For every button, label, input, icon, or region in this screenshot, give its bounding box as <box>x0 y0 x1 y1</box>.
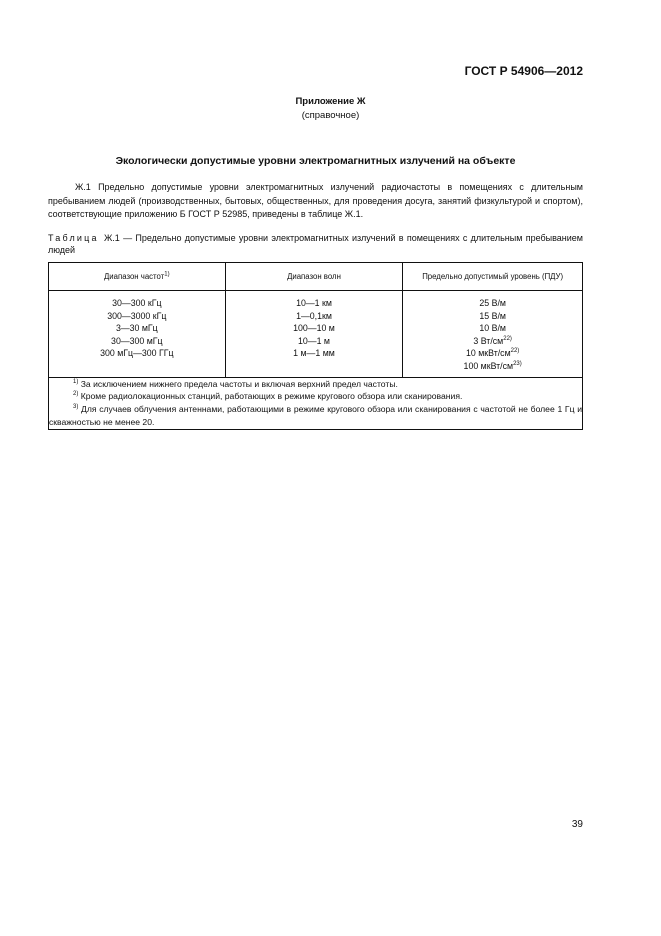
limits-table <box>48 262 583 430</box>
page-number: 39 <box>571 819 583 830</box>
limit-cell <box>403 335 582 348</box>
footnote-text: Для случаев облучения антеннами, работающими в режиме кругового обзора или сканирования с частотой не более 1 Гц и скважностью не менее 20. <box>49 404 582 427</box>
limit-footnote-mark: 2) <box>506 335 512 342</box>
footnote-text: За исключением нижнего предела частоты и включая верхний предел частоты. <box>80 378 398 389</box>
footnote <box>49 390 582 403</box>
section-title: Экологически допустимые уровни электромагнитных излучений на объекте <box>115 155 516 167</box>
wave-range-cell: 1 м—1 мм <box>293 348 335 359</box>
limit-cell <box>403 347 582 360</box>
limit-value: 100 мкВт/см <box>463 360 514 371</box>
limit-cell <box>403 360 582 373</box>
wave-range-cell: 10—1 м <box>298 335 330 346</box>
frequency-range-cell: 30—300 кГц <box>112 298 162 308</box>
footnotes-cell <box>49 377 583 429</box>
footnote-text: Кроме радиолокационных станций, работающих в режиме кругового обзора или сканирования. <box>80 391 463 402</box>
limit-cell <box>403 297 582 310</box>
footnote <box>49 378 582 391</box>
table-footnote-row <box>49 377 583 429</box>
frequency-range-cell: 300 мГц—300 ГГц <box>100 348 174 359</box>
header-frequency-range <box>49 263 226 291</box>
header-wave-range: Диапазон волн <box>225 263 403 291</box>
footnote-mark: 3) <box>73 404 79 411</box>
footnote-mark: 1) <box>73 378 79 385</box>
limit-cell <box>403 322 582 335</box>
limit-value: 25 В/м <box>479 298 506 308</box>
limit-value: 3 Вт/см <box>473 335 504 346</box>
wave-column <box>225 291 403 378</box>
limit-value: 10 мкВт/см <box>466 348 511 359</box>
appendix-subtitle: (справочное) <box>301 110 360 121</box>
footnote <box>49 403 582 429</box>
wave-range-cell: 10—1 км <box>296 298 332 308</box>
limit-cell <box>403 310 582 323</box>
limit-unit-exponent: 2 <box>503 335 507 342</box>
appendix-heading <box>0 95 661 123</box>
limit-footnote-mark: 2) <box>513 348 520 355</box>
header-limit: Предельно допустимый уровень (ПДУ) <box>403 263 583 291</box>
wave-range-cell: 100—10 м <box>293 323 335 334</box>
limit-unit-exponent: 2 <box>513 361 517 368</box>
table-caption-label: Таблица <box>48 233 99 243</box>
appendix-title: Приложение Ж <box>295 96 366 107</box>
document-code: ГОСТ Р 54906—2012 <box>464 64 583 78</box>
table-caption-number: Ж.1 <box>103 233 120 243</box>
frequency-range-cell: 30—300 мГц <box>111 335 163 346</box>
limit-value: 15 В/м <box>479 310 506 321</box>
limit-value: 10 В/м <box>479 323 506 334</box>
frequency-range-cell: 300—3000 кГц <box>107 310 167 321</box>
header-frequency-note: 1) <box>164 271 170 278</box>
table-caption <box>48 232 583 256</box>
table-data-row <box>49 291 583 378</box>
intro-paragraph: Ж.1 Предельно допустимые уровни электромагнитных излучений радиочастоты в помещениях с длительным пребыванием людей (производственных, бытовых, общественных, для проведения досуга, занятий физкультурой и спортом), соответствующие приложению Б ГОСТ Р 52985, приведены в таблице Ж.1. <box>48 182 583 219</box>
frequency-column <box>49 291 226 378</box>
footnote-mark: 2) <box>73 391 79 398</box>
limit-unit-exponent: 2 <box>510 348 514 355</box>
limit-column <box>403 291 583 378</box>
table-header-row <box>49 263 583 291</box>
wave-range-cell: 1—0,1км <box>296 310 332 321</box>
limit-footnote-mark: 3) <box>516 361 522 368</box>
table-caption-text: — Предельно допустимые уровни электромагнитных излучений в помещениях с длительным пребыванием людей <box>48 233 583 255</box>
header-frequency-text: Диапазон частот <box>104 272 165 281</box>
frequency-range-cell: 3—30 мГц <box>115 323 158 334</box>
